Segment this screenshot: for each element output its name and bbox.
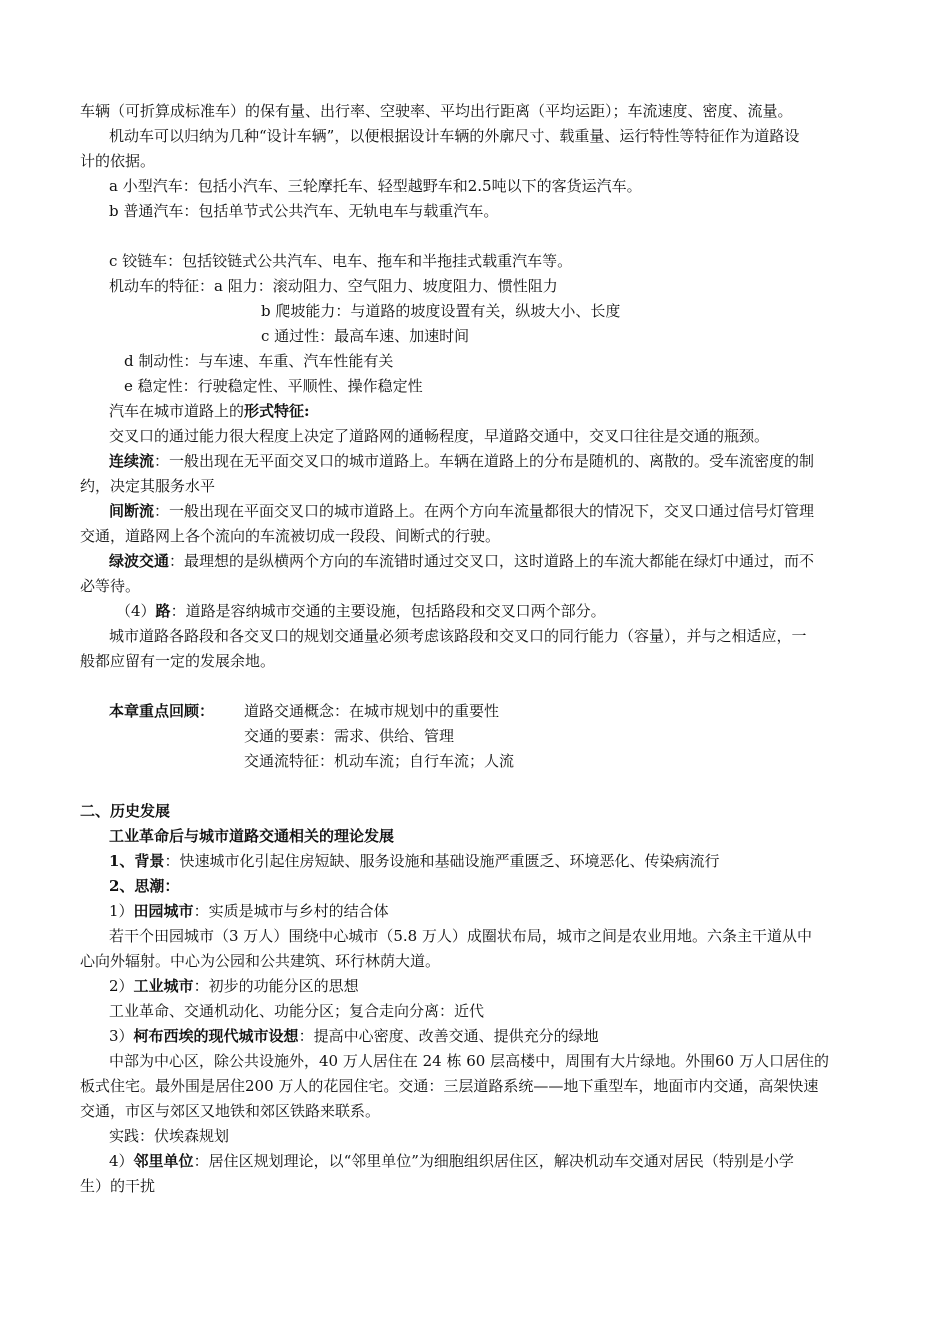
- section-heading-history: 二、历史发展: [80, 802, 171, 820]
- continuous-flow-line-2: 约，决定其服务水平: [80, 477, 216, 495]
- corbusier-number: 3）: [109, 1027, 134, 1045]
- garden-city-text: ：实质是城市与乡村的结合体: [193, 902, 389, 920]
- intro-line-2: 机动车可以归纳为几种“设计车辆”，以便根据设计车辆的外廓尺寸、载重量、运行特性等特征作为道路设: [109, 127, 800, 145]
- corbusier-line: [109, 1025, 599, 1047]
- background-line: [109, 850, 719, 872]
- road-number: （4）: [116, 602, 156, 620]
- neighborhood-unit-text: ：居住区规划理论，以“邻里单位”为细胞组织居住区，解决机动车交通对居民（特别是小学: [193, 1152, 794, 1170]
- continuous-flow-text: ：一般出现在无平面交叉口的城市道路上。车辆在道路上的分布是随机的、离散的。受车流密度的制: [154, 452, 815, 470]
- neighborhood-unit-line-2: 生）的干扰: [80, 1177, 156, 1195]
- road-text: ：道路是容纳城市交通的主要设施，包括路段和交叉口两个部分。: [170, 602, 606, 620]
- corbusier-term: 柯布西埃的现代城市设想: [133, 1027, 299, 1045]
- road-line-3: 般都应留有一定的发展余地。: [80, 652, 276, 670]
- review-item-3: 交通流特征：机动车流；自行车流；人流: [244, 752, 515, 770]
- road-line-1: [116, 600, 606, 622]
- continuous-flow-term: 连续流: [109, 452, 155, 470]
- industrial-city-line: [109, 975, 359, 997]
- corbusier-desc-2: 板式住宅。最外围是居住200 万人的花园住宅。交通：三层道路系统——地下重型车，地面市内交通，高架快速: [80, 1077, 819, 1095]
- corbusier-desc-1: 中部为中心区，除公共设施外，40 万人居住在 24 栋 60 层高楼中，周围有大片绿地。外围60 万人口居住的: [109, 1052, 829, 1070]
- interrupted-flow-line-1: [109, 500, 814, 522]
- vehicle-type-c: c 铰链车：包括铰链式公共汽车、电车、拖车和半拖挂式载重汽车等。: [109, 252, 573, 270]
- industrial-city-text: ：初步的功能分区的思想: [193, 977, 359, 995]
- road-term: 路: [155, 602, 171, 620]
- neighborhood-unit-term: 邻里单位: [133, 1152, 194, 1170]
- feature-c: c 通过性：最高车速、加速时间: [261, 327, 470, 345]
- vehicle-type-b: b 普通汽车：包括单节式公共汽车、无轨电车与载重汽车。: [109, 202, 499, 220]
- green-wave-line-1: [109, 550, 814, 572]
- neighborhood-unit-number: 4）: [109, 1152, 134, 1170]
- garden-city-line: [109, 900, 389, 922]
- green-wave-line-2: 必等待。: [80, 577, 141, 595]
- industrial-city-desc: 工业革命、交通机动化、功能分区；复合走向分离：近代: [109, 1002, 485, 1020]
- background-text: ：快速城市化引起住房短缺、服务设施和基础设施严重匮乏、环境恶化、传染病流行: [164, 852, 720, 870]
- feature-b: b 爬坡能力：与道路的坡度设置有关，纵坡大小、长度: [261, 302, 621, 320]
- green-wave-term: 绿波交通: [109, 552, 170, 570]
- interrupted-flow-line-2: 交通，道路网上各个流向的车流被切成一段段、间断式的行驶。: [80, 527, 501, 545]
- corbusier-text: ：提高中心密度、改善交通、提供充分的绿地: [298, 1027, 599, 1045]
- road-line-2: 城市道路各路段和各交叉口的规划交通量必须考虑该路段和交叉口的同行能力（容量），并与之相适应，一: [109, 627, 807, 645]
- feature-d: d 制动性：与车速、车重、汽车性能有关: [124, 352, 394, 370]
- feature-a: 机动车的特征：a 阻力：滚动阻力、空气阻力、坡度阻力、惯性阻力: [109, 277, 558, 295]
- feature-e: e 稳定性：行驶稳定性、平顺性、操作稳定性: [124, 377, 423, 395]
- history-subheading: 工业革命后与城市道路交通相关的理论发展: [109, 827, 395, 845]
- form-feature-line: [109, 400, 310, 422]
- garden-city-desc-1: 若干个田园城市（3 万人）围绕中心城市（5.8 万人）成圈状布局，城市之间是农业用地。六条主干道从中: [109, 927, 812, 945]
- garden-city-number: 1）: [109, 902, 134, 920]
- form-feature-prefix: 汽车在城市道路上的: [109, 402, 245, 420]
- interrupted-flow-text: ：一般出现在平面交叉口的城市道路上。在两个方向车流量都很大的情况下，交叉口通过信号灯管理: [154, 502, 815, 520]
- interrupted-flow-term: 间断流: [109, 502, 155, 520]
- continuous-flow-line-1: [109, 450, 814, 472]
- form-feature-text: 交叉口的通过能力很大程度上决定了道路网的通畅程度，早道路交通中，交叉口往往是交通的瓶颈。: [109, 427, 770, 445]
- corbusier-desc-3: 交通，市区与郊区又地铁和郊区铁路来联系。: [80, 1102, 381, 1120]
- review-item-2: 交通的要素：需求、供给、管理: [244, 727, 455, 745]
- practice-line: 实践：伏埃森规划: [109, 1127, 230, 1145]
- intro-line-3: 计的依据。: [80, 152, 156, 170]
- review-label: 本章重点回顾：: [109, 702, 215, 720]
- green-wave-text: ：最理想的是纵横两个方向的车流错时通过交叉口，这时道路上的车流大都能在绿灯中通过，而不: [169, 552, 815, 570]
- thought-heading: 2、思潮：: [109, 877, 180, 895]
- vehicle-type-a: a 小型汽车：包括小汽车、三轮摩托车、轻型越野车和2.5吨以下的客货运汽车。: [109, 177, 642, 195]
- background-label: 1、背景: [109, 852, 165, 870]
- form-feature-term: 形式特征:: [244, 402, 310, 420]
- industrial-city-term: 工业城市: [133, 977, 194, 995]
- review-item-1: 道路交通概念：在城市规划中的重要性: [244, 702, 500, 720]
- garden-city-desc-2: 心向外辐射。中心为公园和公共建筑、环行林荫大道。: [80, 952, 441, 970]
- intro-line-1: 车辆（可折算成标准车）的保有量、出行率、空驶率、平均出行距离（平均运距）；车流速度、密度、流量。: [80, 102, 793, 120]
- garden-city-term: 田园城市: [133, 902, 194, 920]
- industrial-city-number: 2）: [109, 977, 134, 995]
- neighborhood-unit-line-1: [109, 1150, 794, 1172]
